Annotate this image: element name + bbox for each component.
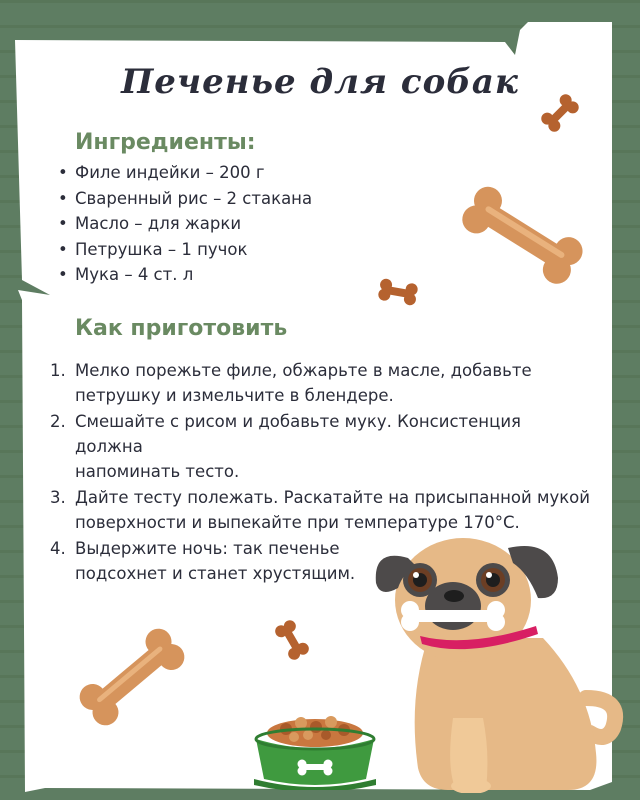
step-line: Выдержите ночь: так печенье [75,539,340,558]
large-bone-icon [72,620,192,735]
ingredients-list [58,160,312,288]
page-title: Печенье для собак [121,62,519,102]
list-item: • Мука – 4 ст. л [58,262,312,288]
step-number: 3. [50,488,66,507]
step-line: Мелко порежьте филе, обжарьте в масле, добавьте [75,361,532,380]
step-line: Смешайте с рисом и добавьте муку. Консистенция должна [75,412,521,456]
ingredients-heading: Ингредиенты: [75,130,256,155]
step-line: Дайте тесту полежать. Раскатайте на присыпанной мукой [75,488,590,507]
step-item [50,358,590,408]
step-item [50,409,590,484]
pug-puppy-illustration [368,528,630,793]
food-bowl-icon [246,705,384,790]
step-line: напоминать тесто. [75,462,240,481]
step-number: 1. [50,361,66,380]
list-item: • Филе индейки – 200 г [58,160,312,186]
large-bone-icon [455,180,590,290]
step-line: подсохнет и станет хрустящим. [75,564,356,583]
step-number: 2. [50,412,66,431]
step-line: поверхности и выпекайте при температуре 170°С. [75,513,520,532]
step-number: 4. [50,539,66,558]
method-heading: Как приготовить [75,316,288,341]
small-biscuit-bone-icon [538,92,582,134]
small-biscuit-bone-icon [272,618,312,662]
list-item: • Петрушка – 1 пучок [58,237,312,263]
list-item: • Масло – для жарки [58,211,312,237]
small-biscuit-bone-icon [376,276,420,308]
list-item: • Сваренный рис – 2 стакана [58,186,312,212]
step-line: петрушку и измельчите в блендере. [75,386,394,405]
